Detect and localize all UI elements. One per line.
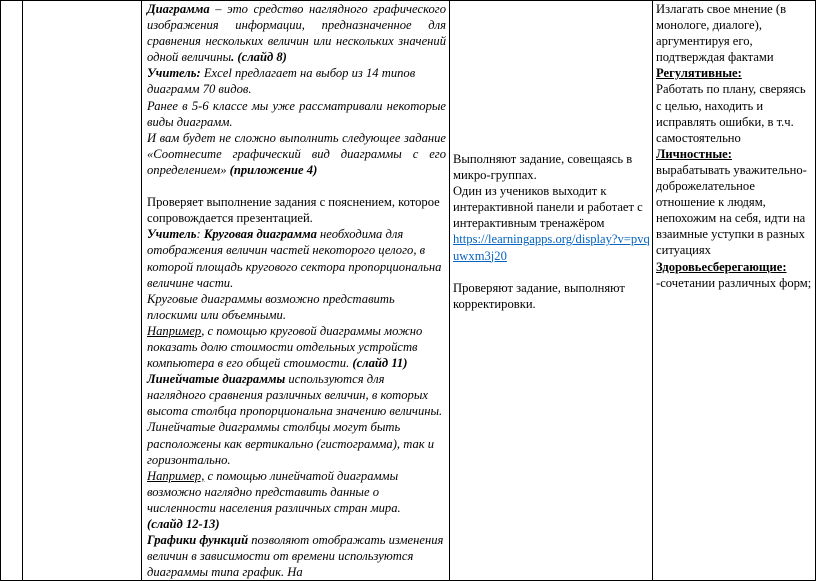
paragraph: вырабатывать уважительно-доброжелательное отношение к людям, непохожим на себя, идти на взаимные уступки в разных ситуациях	[656, 162, 807, 258]
heading-health: Здоровьесберегающие:	[656, 259, 787, 274]
slide-ref: (слайд 11)	[349, 356, 408, 371]
paragraph: Излагать свое мнение (в монологе, диалоге), аргументируя его, подтверждая фактами	[656, 2, 787, 65]
cell-teacher-activity	[142, 1, 450, 581]
paragraph: Работать по плану, сверяясь с целью, находить и исправлять ошибки, в т.ч. самостоятельно	[656, 82, 806, 145]
paragraph: Ранее в 5-6 классе мы уже рассматривали некоторые виды диаграмм.	[147, 98, 446, 129]
appendix-ref: (приложение 4)	[226, 162, 318, 177]
paragraph	[656, 146, 813, 162]
term-diagram: Диаграмма	[147, 2, 210, 16]
paragraph: Проверяют задание, выполняют корректировки.	[453, 280, 625, 311]
heading-personal: Личностные:	[656, 146, 732, 161]
speaker-label: Учитель	[147, 227, 197, 242]
heading-regulatory: Регулятивные:	[656, 66, 742, 81]
text: используются для наглядного сравнения различных величин, в которых высота столбца пропорциональна значению величины. Линейчатые диаграммы столбцы могут быть расположены как вертикально (гистограмма), так и горизонтально.	[147, 372, 443, 467]
paragraph: Выполняют задание, совещаясь в микро-группах.	[453, 152, 633, 183]
text: Excel предлагает на выбор из 14 типов диаграмм 70 видов.	[147, 66, 416, 97]
table-row	[1, 1, 816, 581]
term-bar: Линейчатые диаграммы	[147, 372, 286, 387]
term-pie: Круговая диаграмма	[203, 227, 317, 242]
text: , с помощью круговой диаграммы можно показать долю стоимости отдельных устройств компьютера в его общей стоимости.	[147, 323, 423, 371]
example-label: Например,	[147, 468, 205, 483]
cell-student-activity	[450, 1, 653, 581]
paragraph	[147, 65, 446, 97]
paragraph	[147, 371, 446, 468]
example-label: Например	[147, 323, 202, 338]
text: позволяют отображать изменения величин в зависимости от времени используются диаграммы типа график. На	[147, 533, 444, 580]
paragraph	[147, 532, 446, 580]
paragraph	[147, 1, 446, 65]
text: с помощью линейчатой диаграммы возможно наглядно представить данные о численности населения различных стран мира.	[147, 468, 401, 515]
speaker-label: Учитель:	[147, 66, 201, 81]
paragraph	[656, 65, 813, 81]
text: – это средство наглядного графического изображения информации, предназначенное для сравнения нескольких величин или нескольких значений одной величины	[147, 2, 446, 65]
learningapps-link[interactable]: https://learningapps.org/display?v=pvquwxm3j20	[453, 232, 650, 263]
slide-ref: (слайд 12-13)	[147, 517, 220, 531]
text: необходима для отображения величин частей некоторого целого, в которой площадь кругового сектора пропорциональна величине части.	[147, 227, 442, 290]
text: И вам будет не сложно выполнить следующее задание «Соотнесите графический вид диаграммы с его определением»	[147, 130, 446, 177]
paragraph	[147, 130, 446, 178]
paragraph	[147, 226, 446, 290]
paragraph	[656, 259, 813, 275]
paragraph: Один из учеников выходит к интерактивной панели и работает с интерактивным тренажёром	[453, 184, 643, 231]
paragraph: Круговые диаграммы возможно представить плоскими или объемными.	[147, 291, 395, 322]
cell-number	[1, 1, 23, 581]
text: :	[196, 227, 204, 242]
cell-stage	[23, 1, 142, 581]
paragraph	[147, 468, 446, 532]
paragraph: -сочетании различных форм;	[656, 275, 812, 290]
paragraph: Проверяет выполнение задания с пояснением, которое сопровождается презентацией.	[147, 195, 440, 226]
paragraph	[453, 231, 650, 263]
slide-ref: . (слайд 8)	[231, 50, 287, 65]
term-graph: Графики функций	[147, 533, 249, 548]
cell-skills	[653, 1, 816, 581]
paragraph	[147, 323, 446, 371]
